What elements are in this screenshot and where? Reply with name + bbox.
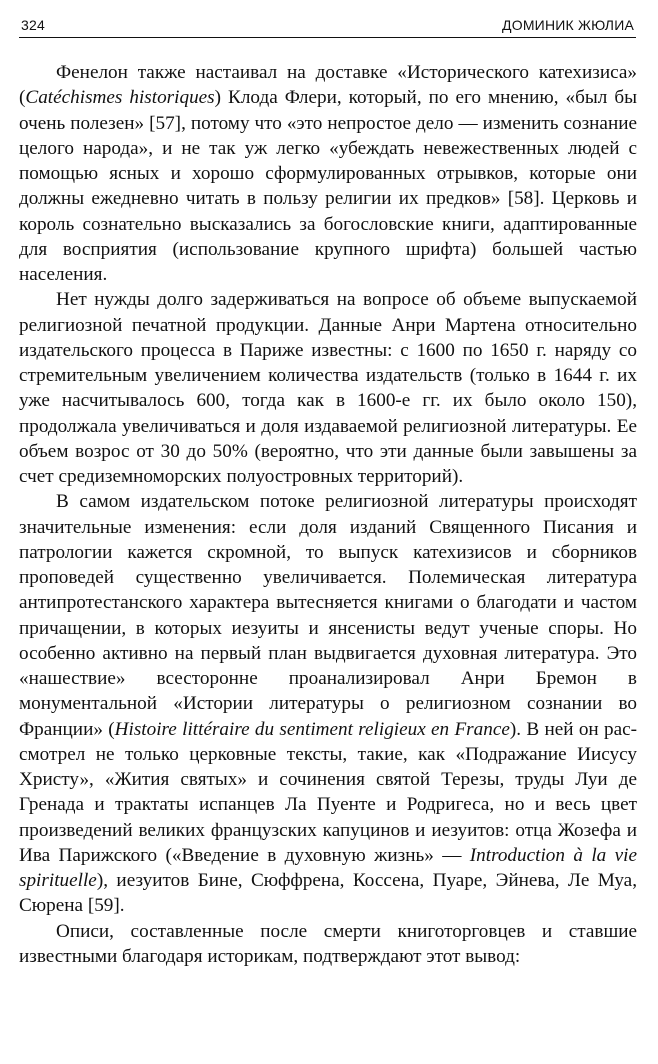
body-text bbox=[19, 60, 637, 969]
paragraph-2-text: Нет нужды долго задерживаться на вопросе об объеме выпускаемой религиозной печатной продукции. Данные Анри Мартена относительно издательского процесса в Париже известны: с 1600 по 1650 г. наряду со стремительным увеличением количества издательств (только в 1644 г. их уже насчитывалось 600, тогда как в 1600-е гг. их было около 150), продолжала увеличиваться и доля издаваемой религиозной литературы. Ее объем возрос от 30 до 50% (вероятно, что эти данные были завышены за счет средиземноморских полуостровных территорий). bbox=[19, 289, 637, 487]
running-title: ДОМИНИК ЖЮЛИА bbox=[502, 17, 634, 33]
paragraph-1-text-b: ) Клода Флери, который, по его мнению, «был бы очень полезен» [57], потому что «это непростое дело — изменить сознание целого народа», и не так уж легко «убеждать невежественных людей с помощью ясных и хорошо сформулированных отрывков, которые они должны ежедневно читать в пользу религии их предков» [58]. Церковь и король сознательно высказались за богословские книги, адаптированные для восприятия (использование крупного шрифта) большей частью населения. bbox=[19, 87, 637, 285]
paragraph-1-italic-title: Catéchismes historiques bbox=[25, 87, 215, 109]
paragraph-3-text-a: В самом издательском потоке религиозной литературы происходят значительные изменения: если доля изданий Священного Писания и патрологии кажется скромной, то выпуск катехизисов и сборников проповедей существенно увеличивается. Полемическая литература антипротестанского характера вытесняется книгами о благодати и частом причащении, в которых иезуиты и янсенисты ведут ученые споры. Но особенно активно на первый план выдвигается духовная литература. Это «нашествие» всесторонне проанализировал Анри Бремон в монументальной «Истории литературы о религиозном сознании во Франции» ( bbox=[19, 491, 637, 740]
paragraph-3-italic-title-2: Introduction à la vie spirituelle bbox=[19, 844, 637, 891]
paragraph-4-text: Описи, составленные после смерти книготорговцев и ставшие известными благодаря историкам, подтверждают этот вывод: bbox=[19, 920, 637, 967]
paragraph-1-text-a: Фенелон также настаивал на доставке «Исторического катехизиса» ( bbox=[19, 62, 637, 109]
paragraph-3-text-b: ). В ней он рассмотрел не только церковные тексты, такие, как «Подражание Иисусу Христу», «Жития святых» и сочинения святой Терезы, труды Луи де Гренада и трактаты испанцев Ла Пуенте и Родригеса, но и весь цвет произведений великих французских капуцинов и иезуитов: отца Жозефа и Ива Парижского («Введение в духовную жизнь» — bbox=[19, 718, 638, 866]
paragraph-4 bbox=[19, 919, 637, 970]
running-head bbox=[19, 9, 636, 38]
paragraph-3-italic-title-1: Histoire littéraire du sentiment religieux en France bbox=[114, 718, 510, 740]
paragraph-3 bbox=[19, 489, 637, 918]
paragraph-2 bbox=[19, 287, 637, 489]
page-number: 324 bbox=[21, 17, 45, 33]
paragraph-1 bbox=[19, 60, 637, 287]
paragraph-3-text-c: ), иезуитов Бине, Сюффрена, Коссена, Пуаре, Эйнева, Ле Муа, Сюрена [59]. bbox=[19, 870, 637, 917]
